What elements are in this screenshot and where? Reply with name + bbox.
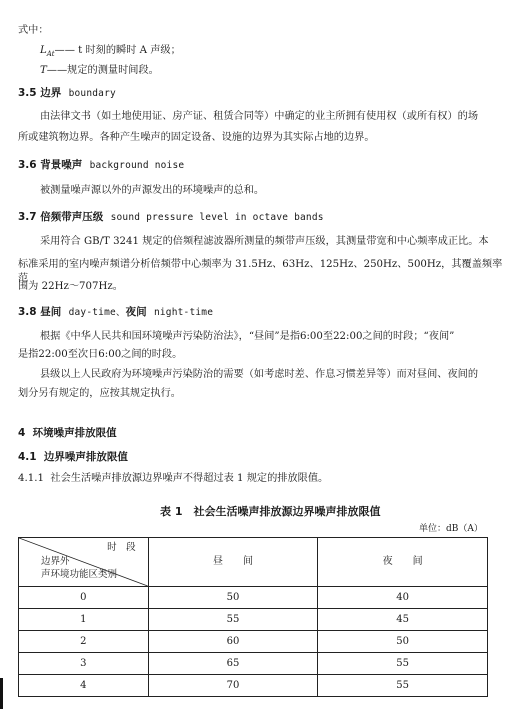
- cell-day: 65: [148, 653, 318, 675]
- section-number: 4.1: [18, 451, 37, 463]
- table-header-row: [19, 538, 488, 587]
- section-title-en-2: night-time: [153, 307, 214, 318]
- cell-day: 60: [148, 631, 318, 653]
- page-edge-bar: [0, 678, 3, 709]
- section-number: 3.8: [18, 306, 37, 318]
- cell-day: 70: [148, 675, 318, 697]
- definition-lat-text: —— t 时刻的瞬时 A 声级；: [54, 45, 181, 56]
- table-row: [19, 587, 488, 609]
- section-title-en: boundary: [68, 88, 116, 99]
- section-4-1-1-text: [18, 472, 328, 486]
- section-3-8-line2: 是指22:00至次日6:00之间的时段。: [18, 349, 183, 360]
- definition-t-text: ——规定的测量时间段。: [46, 65, 159, 76]
- cell-day: 55: [148, 609, 318, 631]
- section-title-cn: 边界: [40, 87, 62, 99]
- section-3-7-line3: 围为 22Hz～707Hz。: [18, 281, 123, 292]
- section-number: 3.7: [18, 211, 37, 223]
- section-3-7-line2: 标准采用的室内噪声频谱分析倍频带中心频率为 31.5Hz、63Hz、125Hz、250Hz、500Hz，其覆盖频率范: [18, 259, 503, 284]
- table-corner-cell: [19, 538, 149, 587]
- cell-night: 55: [318, 653, 488, 675]
- cell-night: 45: [318, 609, 488, 631]
- section-number: 3.6: [18, 159, 37, 171]
- symbol-t: T: [40, 65, 47, 76]
- definition-t: [40, 64, 159, 78]
- section-number: 4.1.1: [18, 473, 44, 484]
- section-title-en: background noise: [89, 160, 185, 171]
- section-3-8-line4: 划分另有规定的，应按其规定执行。: [18, 388, 181, 399]
- section-3-5-line1: 由法律文书（如土地使用证、房产证、租赁合同等）中确定的业主所拥有使用权（或所有权）的场: [40, 111, 479, 122]
- definition-lat: [40, 44, 181, 59]
- section-3-7-heading: [18, 210, 324, 225]
- table-row: [19, 653, 488, 675]
- cell-day: 50: [148, 587, 318, 609]
- section-3-5-heading: [18, 86, 116, 101]
- section-3-6-heading: [18, 158, 184, 173]
- section-title-cn-1: 昼间: [40, 306, 62, 318]
- section-3-8-line3: 县级以上人民政府为环境噪声污染防治的需要（如考虑时差、作息习惯差异等）而对昼间、夜间的: [40, 369, 479, 380]
- header-day: 昼 间: [148, 538, 318, 587]
- header-period: 时 段: [107, 542, 136, 553]
- cell-night: 55: [318, 675, 488, 697]
- symbol-sub: At: [46, 50, 55, 59]
- section-title-en-1: day-time、: [68, 307, 126, 318]
- table-row: [19, 631, 488, 653]
- symbol-l: L: [40, 45, 47, 56]
- section-title: 边界噪声排放限值: [43, 451, 128, 463]
- noise-limit-table: [18, 537, 488, 697]
- cell-category: 2: [19, 631, 149, 653]
- table-row: [19, 675, 488, 697]
- section-title-cn-2: 夜间: [125, 306, 147, 318]
- table-row: [19, 609, 488, 631]
- section-title: 环境噪声排放限值: [32, 427, 117, 439]
- table-title: 表 1 社会生活噪声排放源边界噪声排放限值: [160, 505, 381, 518]
- section-3-7-line1: 采用符合 GB/T 3241 规定的倍频程滤波器所测量的频带声压级，其测量带宽和中心频率成正比。本: [40, 236, 489, 247]
- cell-category: 4: [19, 675, 149, 697]
- section-3-5-line2: 所或建筑物边界。各种产生噪声的固定设备、设施的边界为其实际占地的边界。: [18, 132, 375, 143]
- section-3-6-line1: 被测量噪声源以外的声源发出的环境噪声的总和。: [40, 185, 265, 196]
- header-zone-category: 声环境功能区类别: [41, 569, 118, 580]
- header-boundary: 边界外: [41, 556, 70, 567]
- section-title-cn: 倍频带声压级: [40, 211, 104, 223]
- cell-category: 3: [19, 653, 149, 675]
- cell-category: 1: [19, 609, 149, 631]
- cell-night: 50: [318, 631, 488, 653]
- section-number: 3.5: [18, 87, 37, 99]
- section-3-8-heading: [18, 305, 213, 320]
- cell-category: 0: [19, 587, 149, 609]
- header-night: 夜 间: [318, 538, 488, 587]
- section-title-en: sound pressure level in octave bands: [110, 212, 324, 223]
- section-3-8-line1: 根据《中华人民共和国环境噪声污染防治法》，“昼间”是指6:00至22:00之间的时段；“夜间”: [40, 331, 455, 342]
- section-title-cn: 背景噪声: [40, 159, 83, 171]
- section-4-heading: [18, 426, 117, 440]
- section-4-1-heading: [18, 450, 128, 464]
- section-number: 4: [18, 427, 26, 439]
- table-unit: 单位：dB（A）: [419, 524, 483, 534]
- intro-text: 式中：: [18, 25, 49, 36]
- cell-night: 40: [318, 587, 488, 609]
- section-text: 社会生活噪声排放源边界噪声不得超过表 1 规定的排放限值。: [50, 473, 329, 484]
